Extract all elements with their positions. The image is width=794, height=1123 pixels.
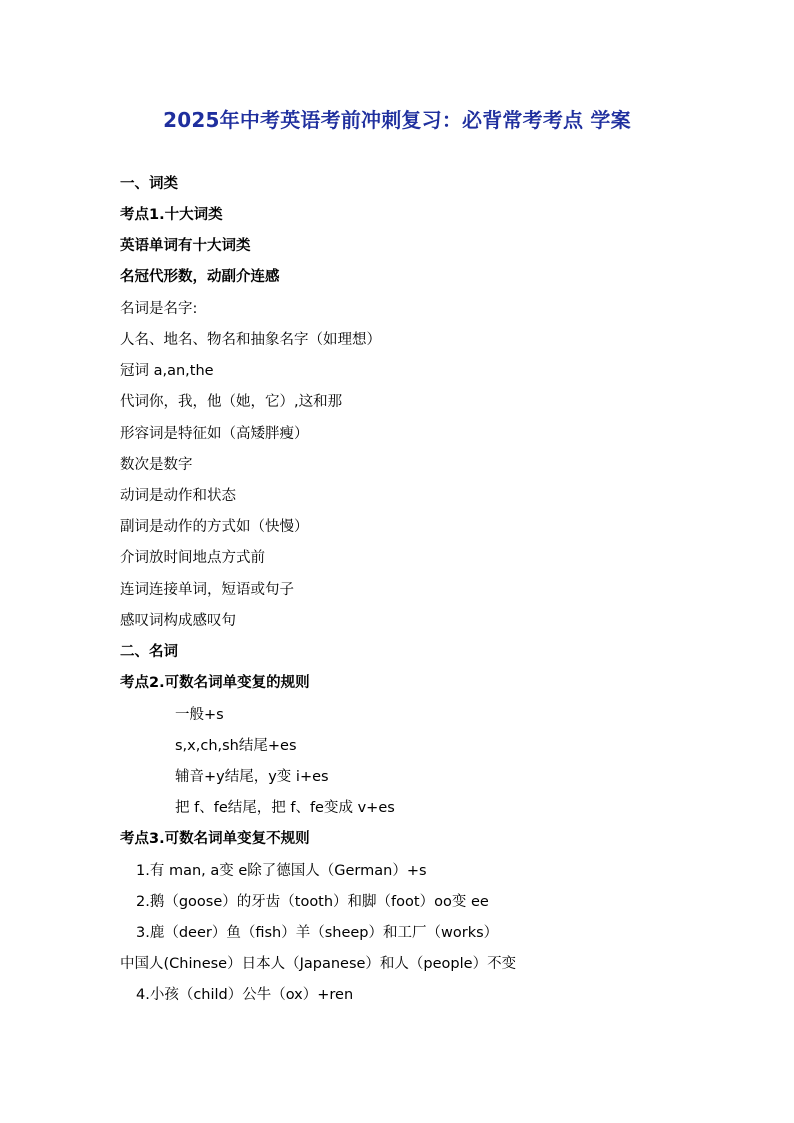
rule-line: 把 f、fe结尾，把 f、fe变成 v+es <box>175 800 395 816</box>
text-line: 形容词是特征如（高矮胖瘦） <box>120 426 309 442</box>
document-title: 2025年中考英语考前冲刺复习：必背常考考点 学案 <box>163 108 631 132</box>
rule-line: 辅音+y结尾，y变 i+es <box>175 769 329 785</box>
text-line: 代词你，我，他（她，它）,这和那 <box>120 394 343 410</box>
point-heading-3: 考点3.可数名词单变复不规则 <box>120 831 310 847</box>
point-heading-1: 考点1.十大词类 <box>120 207 223 223</box>
text-line: 介词放时间地点方式前 <box>120 550 265 566</box>
rule-line: s,x,ch,sh结尾+es <box>175 738 297 754</box>
text-line: 名词是名字: <box>120 301 198 317</box>
text-line: 感叹词构成感叹句 <box>120 613 236 629</box>
rule-line: 4.小孩（child）公牛（ox）+ren <box>136 987 354 1003</box>
text-line: 名冠代形数，动副介连感 <box>120 269 280 285</box>
point-heading-2: 考点2.可数名词单变复的规则 <box>120 675 310 691</box>
rule-line: 1.有 man, a变 e除了德国人（German）+s <box>136 863 427 879</box>
rule-line: 3.鹿（deer）鱼（fish）羊（sheep）和工厂（works） <box>136 925 499 941</box>
text-line: 动词是动作和状态 <box>120 488 236 504</box>
section-heading-nouns: 二、名词 <box>120 644 178 660</box>
text-line: 人名、地名、物名和抽象名字（如理想） <box>120 332 381 348</box>
text-line: 英语单词有十大词类 <box>120 238 251 254</box>
text-line: 连词连接单词，短语或句子 <box>120 582 294 598</box>
text-line: 副词是动作的方式如（快慢） <box>120 519 309 535</box>
text-line: 数次是数字 <box>120 457 193 473</box>
rule-line: 一般+s <box>175 707 224 723</box>
rule-line: 中国人(Chinese）日本人（Japanese）和人（people）不变 <box>120 956 517 972</box>
section-heading-word-classes: 一、词类 <box>120 176 178 192</box>
text-line: 冠词 a,an,the <box>120 363 214 379</box>
rule-line: 2.鹅（goose）的牙齿（tooth）和脚（foot）oo变 ee <box>136 894 489 910</box>
